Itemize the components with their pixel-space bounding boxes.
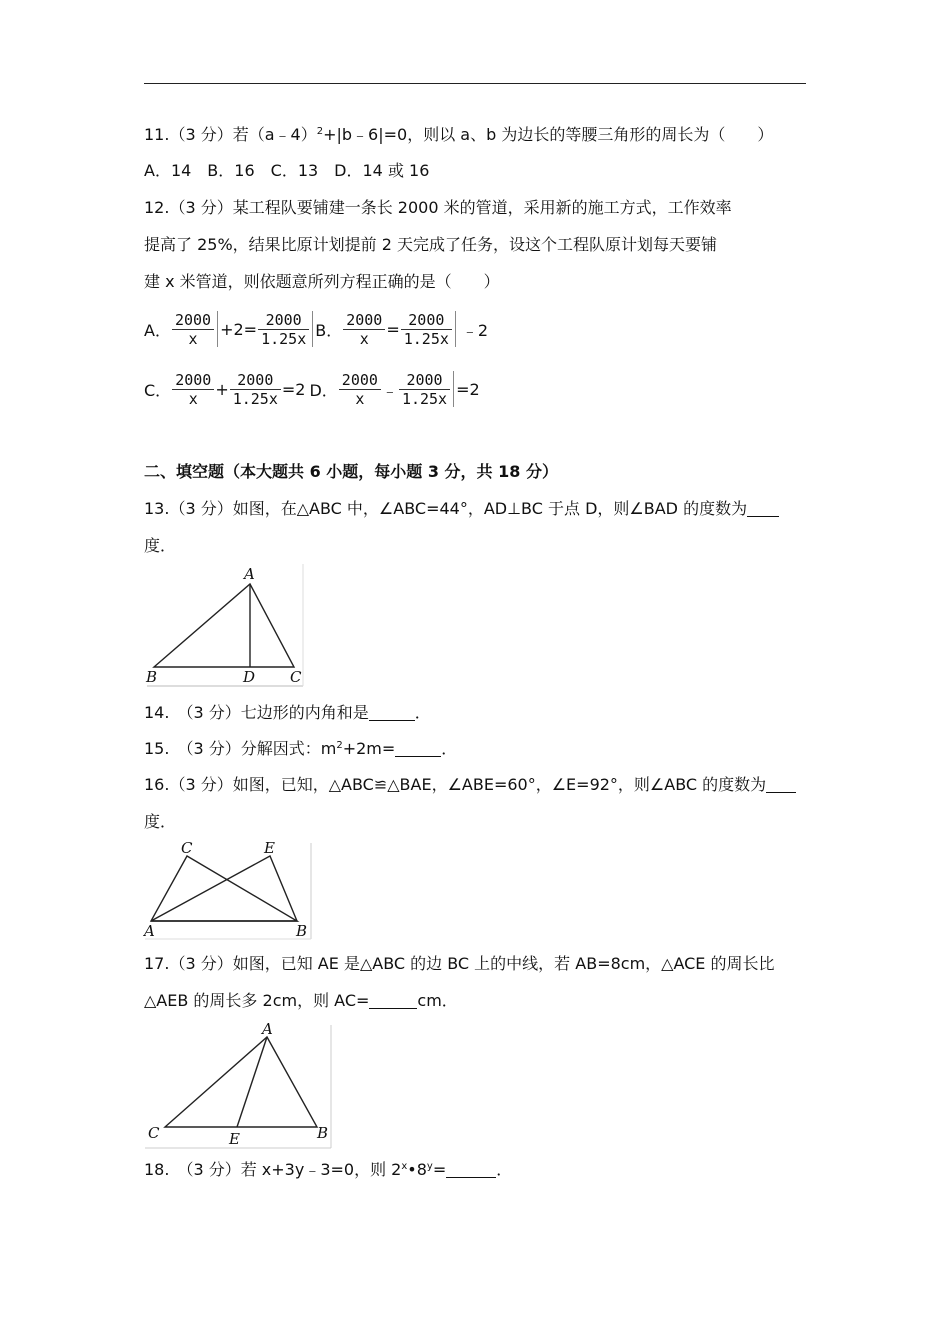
answer-blank [369,992,417,1009]
q12-line1: 12.（3 分）某工程队要铺建一条长 2000 米的管道，采用新的施工方式，工作效率 [144,198,732,217]
q12-option-c: C． $\frac{2000}{x}$ + $\frac{2000}{1.25x}$ =2 D． $\frac{2000}{x}$ ﹣ $\frac{2000}{1.25x}$ =2 [144,370,480,408]
fraction: $\frac{2000}{x}$ [339,371,381,408]
answer-blank [766,776,796,793]
fraction: $\frac{2000}{x}$ [343,311,385,348]
vertex-label-a: A [262,1023,273,1038]
q17-median-triangle-figure [143,1023,333,1151]
section-heading: 二、填空题（本大题共 6 小题，每小题 3 分，共 18 分） [144,462,558,481]
fraction: $\frac{2000}{1.25x}$ [401,311,452,348]
q17-line2: △AEB 的周长多 2cm，则 AC= cm． [144,991,458,1010]
q16-line1: 16.（3 分）如图，已知，△ABC≌△BAE，∠ABE=60°，∠E=92°，则∠ABC 的度数为 [144,774,796,796]
vertex-label-b: B [146,668,158,686]
fraction: $\frac{2000}{1.25x}$ [230,371,281,408]
vertex-label-c: C [148,1124,160,1142]
vertex-label-b: B [296,922,308,940]
q17-line1: 17.（3 分）如图，已知 AE 是△ABC 的边 BC 上的中线，若 AB=8cm，△ACE 的周长比 [144,954,775,973]
answer-blank [747,500,779,517]
q16-line2: 度． [144,812,177,831]
answer-blank [446,1161,496,1178]
vertex-label-c: C [181,841,193,857]
header-rule [144,83,806,84]
q11-options: A．14 B．16 C．13 D．14 或 16 [144,161,430,180]
vertex-label-c: C [290,668,302,686]
fraction: $\frac{2000}{1.25x}$ [399,371,450,408]
q12-line2: 提高了 25%，结果比原计划提前 2 天完成了任务，设这个工程队原计划每天要铺 [144,235,718,254]
fraction: $\frac{2000}{x}$ [172,371,214,408]
q13-line1: 13.（3 分）如图，在△ABC 中，∠ABC=44°，AD⊥BC 于点 D，则∠BAD 的度数为 [144,498,779,520]
q12-line3: 建 x 米管道，则依题意所列方程正确的是（ ） [144,272,500,291]
q12-option-a: A． $\frac{2000}{x}$ +2= $\frac{2000}{1.25x}$ B． $\frac{2000}{x}$ = $\frac{2000}{1.25x}$ ﹣2 [144,310,489,348]
vertex-label-b: B [317,1124,329,1142]
q13-triangle-figure [143,564,305,688]
q13-line2: 度． [144,536,177,555]
vertex-label-e: E [264,841,275,857]
vertex-label-d: D [243,668,256,686]
q14-text: 14. （3 分）七边形的内角和是 ． [144,703,431,722]
vertex-label-e: E [229,1130,240,1148]
vertex-label-a: A [144,922,155,940]
q11-stem: 11.（3 分）若（a﹣4）$^2$+|b﹣6|=0，则以 a、b 为边长的等腰三角形的周长为（ ） [144,125,774,144]
q18-text: 18. （3 分）若 x+3y﹣3=0，则 $2^x•8^y=$ ． [144,1160,513,1179]
q15-text: 15. （3 分）分解因式：$m^2+2m=$ ． [144,739,458,758]
answer-blank [395,740,441,757]
answer-blank [369,704,415,721]
vertex-label-a: A [244,565,255,583]
fraction: $\frac{2000}{x}$ [172,311,214,348]
q16-congruent-triangles-figure [143,841,313,941]
fraction: $\frac{2000}{1.25x}$ [258,311,309,348]
